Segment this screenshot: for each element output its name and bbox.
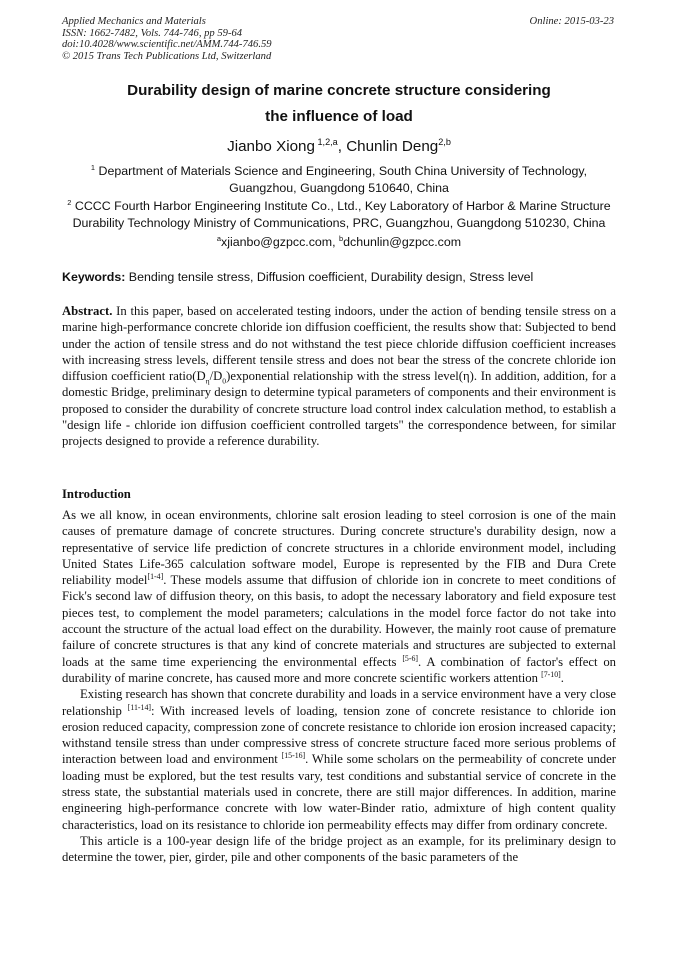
author-separator: , [337, 138, 347, 155]
subscript: 0 [222, 376, 227, 386]
email-link[interactable]: dchunlin@gzpcc.com [343, 235, 462, 249]
issn-line: ISSN: 1662-7482, Vols. 744-746, pp 59-64 [62, 27, 243, 39]
paragraph-text: : With increased levels of loading, tension zone of concrete resistance to chloride ion erosion reduced capacity, compression zone of concrete resistance to chloride ion erosion increased capacity; withstand tensile stress than under compressive stress of concrete structure faced more serious problems of interaction between load and environment [62, 703, 617, 767]
keywords [62, 270, 618, 284]
keywords-label: Keywords: [62, 270, 126, 284]
paragraph [62, 833, 616, 866]
email-link[interactable]: xjianbo@gzpcc.com, [221, 235, 339, 249]
copyright-line: © 2015 Trans Tech Publications Ltd, Switzerland [62, 50, 272, 62]
affiliation-2 [60, 198, 618, 232]
email-marker: a [216, 233, 222, 243]
abstract [62, 303, 616, 450]
author-emails [60, 235, 618, 249]
paragraph-text: Existing research has shown that concrete durability and loads in a service environment have a very close relationship [62, 687, 616, 718]
doi-line: doi:10.4028/www.scientific.net/AMM.744-746.59 [62, 39, 272, 51]
section-heading-introduction: Introduction [62, 487, 131, 501]
author-list [60, 138, 618, 155]
email-marker: b [339, 233, 344, 243]
abstract-text: /D [209, 369, 223, 384]
paragraph [62, 686, 616, 833]
journal-header [62, 16, 272, 62]
affiliation-number: 2 [67, 197, 72, 207]
affiliation-number: 1 [90, 162, 96, 172]
paragraph-text: . [560, 670, 564, 685]
author-name: Jianbo Xiong [227, 138, 315, 155]
author-name: Chunlin Deng [346, 138, 439, 155]
online-date: Online: 2015-03-23 [529, 16, 614, 27]
journal-name: Applied Mechanics and Materials [62, 16, 206, 27]
paragraph-text: This article is a 100-year design life of the bridge project as an example, for its preliminary design to determine the tower, pier, girder, pile and other components of the basic parameters of the [62, 833, 616, 865]
introduction-body [62, 507, 616, 866]
citation[interactable]: [5-6] [402, 653, 419, 663]
abstract-text: )exponential relationship with the stress level(η). In addition, addition, for a domestic Bridge, preliminary design to determine typical parameters of components and their environment is proposed to consider the durability of concrete structure load control index calculation method, to establish a "design life - chloride ion diffusion coefficient controlled targets" the correspondence between, for similar projects designed to provide a reference durability. [62, 369, 616, 449]
paragraph [62, 507, 616, 686]
subscript: η [205, 376, 210, 386]
author-affiliation-marker: 2,b [438, 136, 451, 147]
citation[interactable]: [7-10] [541, 669, 561, 679]
citation[interactable]: [1-4] [147, 571, 164, 581]
affiliation-text: CCCC Fourth Harbor Engineering Institute Co., Ltd., Key Laboratory of Harbor & Marine Structure Durability Technology Ministry of Communications, PRC, Guangzhou, Guangdong 510230, China [72, 199, 611, 230]
paragraph-text: . While some scholars on the permeability of concrete under loading must be explored, but the test results vary, test conditions and substantial service of concrete in the stress state, the substantial materials used in concrete, there are still major differences. In addition, marine engineering high-performance concrete with low water-Binder ratio, admixture of high content quality characteristics, load on its resistance to chloride ion permeability effects may differ from ordinary concrete. [62, 752, 616, 832]
paper-title-line-2: the influence of load [265, 108, 413, 125]
citation[interactable]: [15-16] [281, 751, 306, 761]
paragraph-text: As we all know, in ocean environments, chlorine salt erosion leading to steel corrosion is one of the main causes of premature damage of concrete structures. During concrete structure's durability design, now a representative of service life prediction of concrete structures in a chloride environment model, including United States Life-365 calculation software model, Europe is represented by the FIB and Dura Crete reliability model [62, 508, 616, 588]
affiliation-1 [60, 163, 618, 197]
affiliation-text: Department of Materials Science and Engineering, South China University of Technology, Guangzhou, Guangdong 510640, China [98, 164, 588, 195]
abstract-label: Abstract. [62, 304, 113, 318]
abstract-text: In this paper, based on accelerated testing indoors, under the action of bending tensile stress on a marine high-performance concrete chloride ion diffusion coefficient, the results show that: Subjected to bend under the action of tensile stress and do not withstand the test piece chloride diffusion coefficient increases with increasing stress levels, different tensile stress and does not bear the stress of the concrete chloride ion diffusion coefficient ratio(D [62, 304, 616, 384]
keywords-text: Bending tensile stress, Diffusion coefficient, Durability design, Stress level [125, 270, 534, 284]
citation[interactable]: [11-14] [127, 702, 152, 712]
author-affiliation-marker: 1,2,a [317, 136, 338, 147]
paragraph-text: . These models assume that diffusion of chloride ion in concrete to meet conditions of Fick's second law of diffusion theory, on this basis, to adopt the necessary laboratory and field exposure test pieces test, to complement the model parameters; calculations in the model force factor do not take into account the structure of the actual load effect on the durability. However, the mainly root cause of premature failure of concrete structures is that any kind of concrete materials and structures are subjected to external loads at the same time experiencing the environmental effects [62, 573, 617, 669]
paper-title-line-1: Durability design of marine concrete structure considering [127, 82, 551, 99]
paragraph-text: . A combination of factor's effect on durability of marine concrete, has caused more and more concrete scientific workers attention [62, 654, 617, 685]
